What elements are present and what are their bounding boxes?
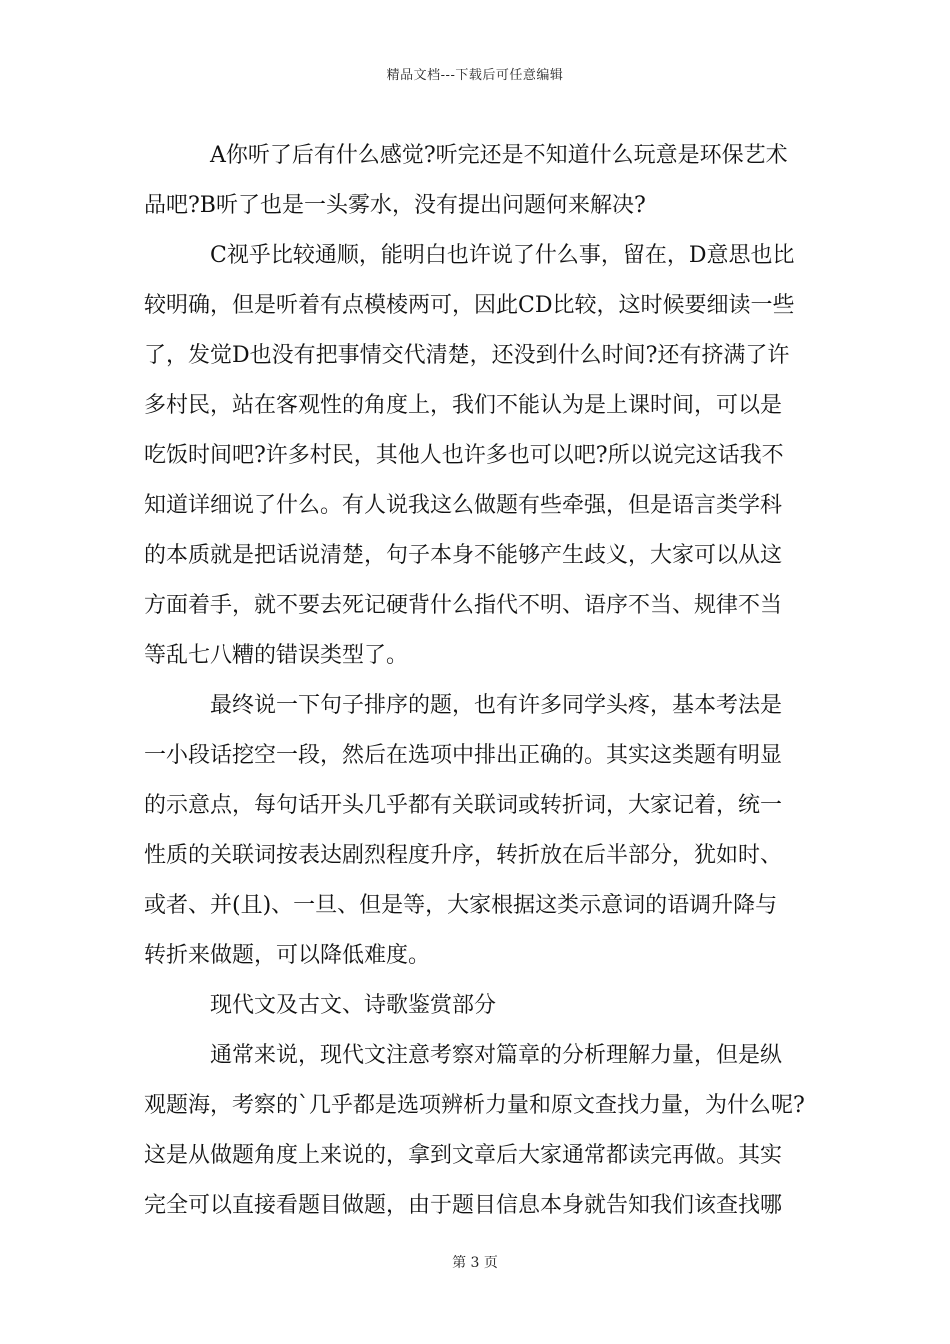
text-line: 性质的关联词按表达剧烈程度升序，转折放在后半部分，犹如时、: [144, 843, 783, 868]
text-line: 等乱七八糟的错误类型了。: [144, 643, 409, 668]
text-line: A你听了后有什么感觉?听完还是不知道什么玩意是环保艺术: [210, 143, 788, 168]
text-line: 方面着手，就不要去死记硬背什么指代不明、语序不当、规律不当: [144, 593, 783, 618]
text-line: 最终说一下句子排序的题，也有许多同学头疼，基本考法是: [210, 693, 783, 718]
text-line: 一小段话挖空一段，然后在选项中排出正确的。其实这类题有明显: [144, 743, 783, 768]
text-line: 观题海，考察的`几乎都是选项辨析力量和原文查找力量，为什么呢?: [144, 1093, 805, 1118]
text-line: 这是从做题角度上来说的，拿到文章后大家通常都读完再做。其实: [144, 1143, 783, 1168]
text-line: 知道详细说了什么。有人说我这么做题有些牵强，但是语言类学科: [144, 493, 783, 518]
text-line: 或者、并(且)、一旦、但是等，大家根据这类示意词的语调升降与: [144, 893, 778, 918]
text-line: 完全可以直接看题目做题，由于题目信息本身就告知我们该查找哪: [144, 1193, 783, 1218]
page-header: 精品文档---下载后可任意编辑: [386, 68, 564, 83]
text-line: 转折来做题，可以降低难度。: [144, 943, 431, 968]
text-line: 吃饭时间吧?许多村民，其他人也许多也可以吧?所以说完这话我不: [144, 443, 784, 468]
text-line: 通常来说，现代文注意考察对篇章的分析理解力量，但是纵: [210, 1043, 783, 1068]
document-body: [144, 131, 809, 1231]
text-line: C视乎比较通顺，能明白也许说了什么事，留在，D意思也比: [210, 243, 795, 268]
text-line: 多村民，站在客观性的角度上，我们不能认为是上课时间，可以是: [144, 393, 783, 418]
text-line: 较明确，但是听着有点模棱两可，因此CD比较，这时候要细读一些: [144, 293, 795, 318]
text-line: 的示意点，每句话开头几乎都有关联词或转折词，大家记着，统一: [144, 793, 783, 818]
text-line: 现代文及古文、诗歌鉴赏部分: [210, 993, 497, 1018]
text-line: 的本质就是把话说清楚，句子本身不能够产生歧义，大家可以从这: [144, 543, 783, 568]
text-line: 品吧?B听了也是一头雾水，没有提出问题何来解决?: [144, 193, 646, 218]
page-number: 第 3 页: [452, 1255, 498, 1271]
text-line: 了，发觉D也没有把事情交代清楚，还没到什么时间?还有挤满了许: [144, 343, 790, 368]
